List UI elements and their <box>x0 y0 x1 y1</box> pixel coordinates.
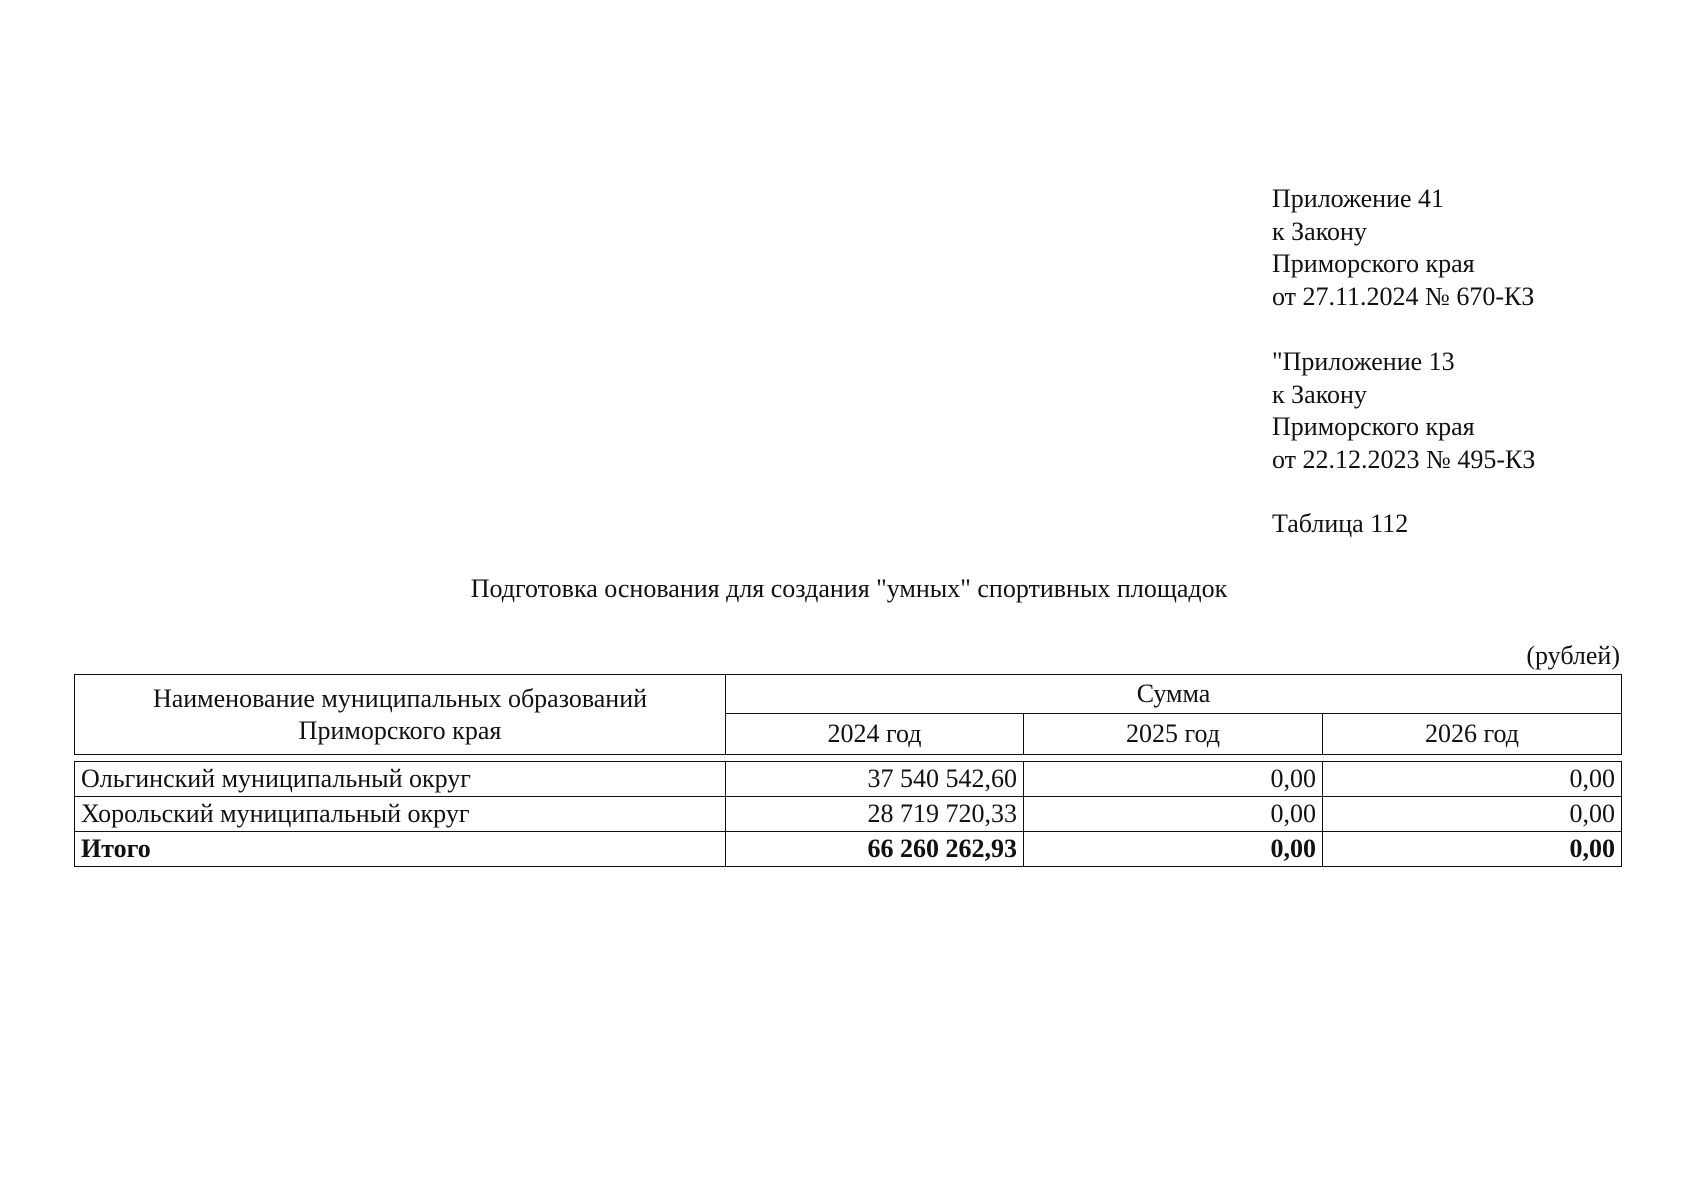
amount-2026: 0,00 <box>1323 762 1622 797</box>
municipality-name: Ольгинский муниципальный округ <box>75 762 726 797</box>
budget-table <box>74 674 1622 867</box>
header-year-2026: 2026 год <box>1323 714 1622 755</box>
header-municipality-name: Наименование муниципальных образований Приморского края <box>75 675 726 755</box>
appendix-41-line: Приложение 41 <box>1272 184 1445 213</box>
table-row <box>75 797 1622 832</box>
header-year-2024: 2024 год <box>726 714 1024 755</box>
appendix-13-line: Приморского края <box>1272 412 1475 441</box>
document-title: Подготовка основания для создания "умных" спортивных площадок <box>470 574 1228 603</box>
table-header-row <box>75 675 1622 714</box>
appendix-41-line: от 27.11.2024 № 670-КЗ <box>1272 281 1535 311</box>
total-2025: 0,00 <box>1024 832 1323 867</box>
total-2026: 0,00 <box>1323 832 1622 867</box>
appendix-41-line: к Закону <box>1272 216 1367 246</box>
municipality-name: Хорольский муниципальный округ <box>75 797 726 832</box>
amount-2025: 0,00 <box>1024 797 1323 832</box>
table-row <box>75 762 1622 797</box>
amount-2026: 0,00 <box>1323 797 1622 832</box>
total-2024: 66 260 262,93 <box>726 832 1024 867</box>
amount-2025: 0,00 <box>1024 762 1323 797</box>
table-total-row <box>75 832 1622 867</box>
table-spacer <box>75 755 1622 762</box>
appendix-13-line: к Закону <box>1272 379 1367 409</box>
total-label: Итого <box>75 832 726 867</box>
header-sum: Сумма <box>726 675 1622 714</box>
appendix-13-line: от 22.12.2023 № 495-КЗ <box>1272 444 1536 474</box>
table-number: Таблица 112 <box>1272 509 1409 538</box>
appendix-13-line: "Приложение 13 <box>1272 347 1455 376</box>
appendix-41-line: Приморского края <box>1272 249 1475 278</box>
appendix-13-reference <box>1272 346 1535 476</box>
amount-2024: 28 719 720,33 <box>726 797 1024 832</box>
amount-2024: 37 540 542,60 <box>726 762 1024 797</box>
units-label: (рублей) <box>1526 641 1620 670</box>
header-year-2025: 2025 год <box>1024 714 1323 755</box>
appendix-41-reference <box>1272 183 1534 313</box>
